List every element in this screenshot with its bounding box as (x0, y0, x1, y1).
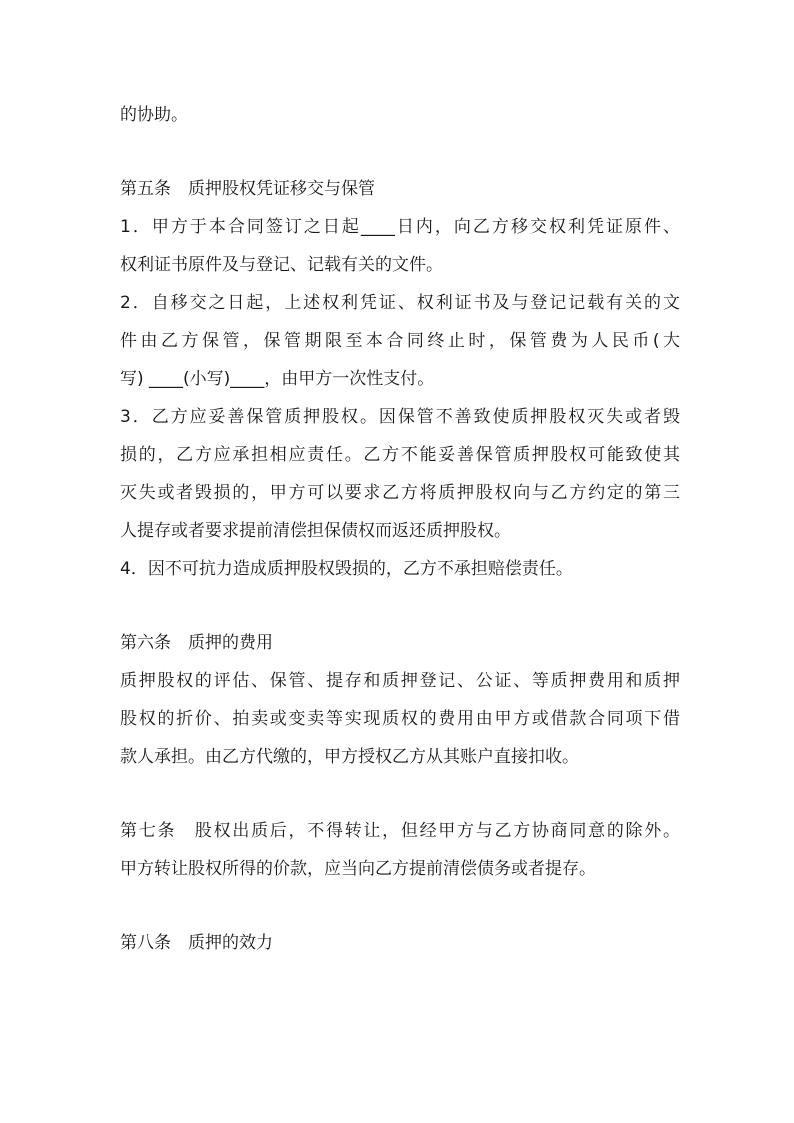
clause-5-3-line: 3．乙方应妥善保管质押股权。因保管不善致使质押股权灭失或者毁 (120, 407, 680, 427)
article-6-line: 股权的折价、拍卖或变卖等实现质权的费用由甲方或借款合同项下借 (120, 709, 680, 729)
paragraph-line: 的协助。 (120, 105, 188, 125)
paragraph-gap (120, 588, 680, 624)
paragraph-gap (120, 134, 680, 170)
article-5-heading: 第五条 质押股权凭证移交与保管 (120, 179, 375, 199)
clause-5-3-line: 损的，乙方应承担相应责任。乙方不能妥善保管质押股权可能致使其 (120, 445, 680, 465)
clause-5-2-line: 2．自移交之日起，上述权利凭证、权利证书及与登记记载有关的文 (120, 293, 680, 313)
article-6-line: 款人承担。由乙方代缴的，甲方授权乙方从其账户直接扣收。 (120, 747, 579, 767)
article-8-heading: 第八条 质押的效力 (120, 933, 273, 953)
clause-5-2-line: 件由乙方保管，保管期限至本合同终止时，保管费为人民币(大 (120, 331, 680, 351)
article-6-heading: 第六条 质押的费用 (120, 633, 273, 653)
clause-5-1-line: 权利证书原件及与登记、记载有关的文件。 (120, 255, 443, 275)
clause-5-2-line: 写) ____(小写)____，由甲方一次性支付。 (120, 369, 435, 389)
clause-5-3-line: 人提存或者要求提前清偿担保债权而返还质押股权。 (120, 521, 511, 541)
clause-5-3-line: 灭失或者毁损的，甲方可以要求乙方将质押股权向与乙方约定的第三 (120, 483, 680, 503)
clause-5-4-line: 4．因不可抗力造成质押股权毁损的，乙方不承担赔偿责任。 (120, 559, 573, 579)
paragraph-gap (120, 888, 680, 924)
document-page (120, 96, 680, 962)
article-6-line: 质押股权的评估、保管、提存和质押登记、公证、等质押费用和质押 (120, 671, 680, 691)
article-7-line: 甲方转让股权所得的价款，应当向乙方提前清偿债务或者提存。 (120, 859, 596, 879)
paragraph-gap (120, 776, 680, 812)
article-7-line: 第七条 股权出质后，不得转让，但经甲方与乙方协商同意的除外。 (120, 821, 680, 841)
clause-5-1-line: 1．甲方于本合同签订之日起____日内，向乙方移交权利凭证原件、 (120, 217, 680, 237)
